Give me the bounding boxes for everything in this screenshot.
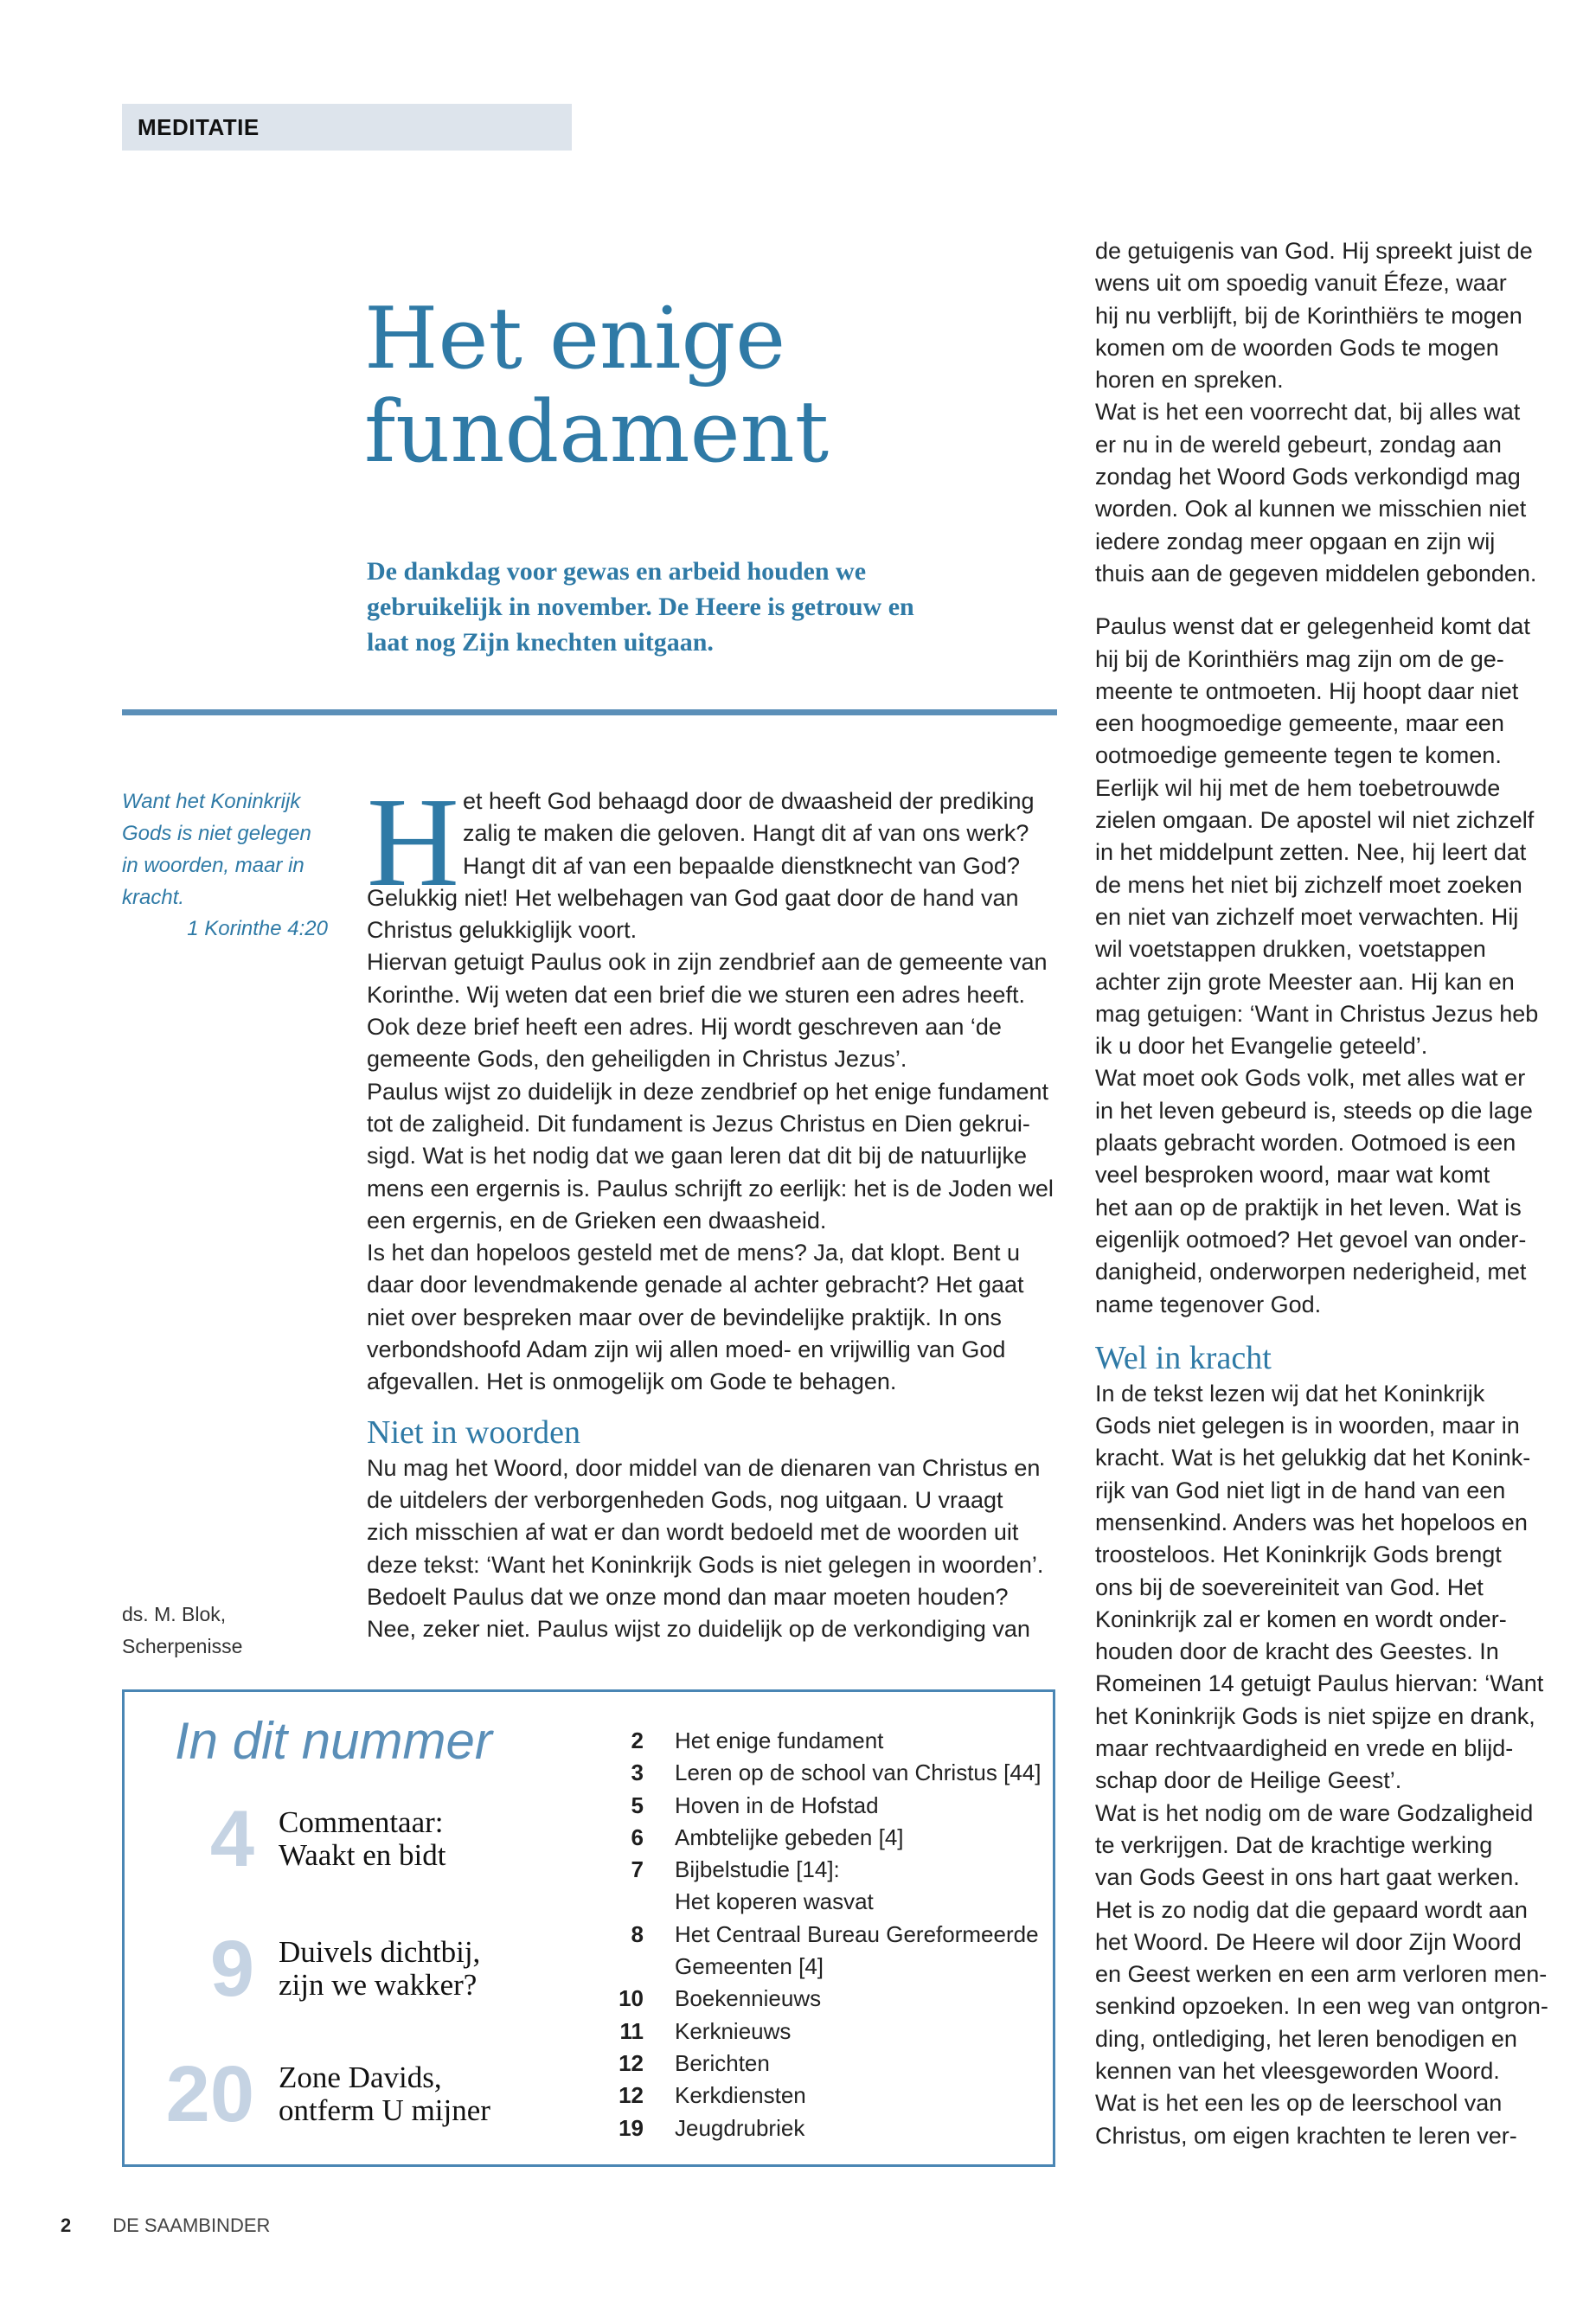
body-line: Wat is het een les op de leerschool van bbox=[1095, 2090, 1503, 2117]
featured-item[interactable] bbox=[142, 1796, 446, 1882]
body-line: sigd. Wat is het nodig dat we gaan leren dat dit bij de natuurlijke bbox=[367, 1143, 1027, 1170]
body-line: zielen omgaan. De apostel wil niet zichzelf bbox=[1095, 807, 1535, 834]
body-line: Ook deze brief heeft een adres. Hij wordt geschreven aan ‘de bbox=[367, 1014, 1002, 1041]
body-line: de uitdelers der verborgenheden Gods, nog uitgaan. U vraagt bbox=[367, 1486, 1003, 1513]
body-line: ons bij de soevereiniteit van God. Het bbox=[1095, 1574, 1484, 1600]
toc-item[interactable] bbox=[583, 2080, 1050, 2112]
body-line: deze tekst: ‘Want het Koninkrijk Gods is niet gelegen in woorden’. bbox=[367, 1551, 1044, 1578]
featured-title bbox=[279, 1936, 480, 2002]
body-line: kracht. Wat is het gelukkig dat het Konink- bbox=[1095, 1445, 1531, 1471]
body-line: mens een ergernis is. Paulus schrijft zo eerlijk: het is de Joden wel bbox=[367, 1175, 1054, 1202]
body-line: Christus gelukkiglijk voort. bbox=[367, 917, 638, 944]
body-line: komen om de woorden Gods te mogen bbox=[1095, 334, 1499, 361]
toc-item[interactable] bbox=[583, 1854, 1050, 1886]
body-line: horen en spreken. bbox=[1095, 367, 1284, 394]
body-line: Christus, om eigen krachten te leren ver- bbox=[1095, 2122, 1517, 2149]
body-line: het aan op de praktijk in het leven. Wat is bbox=[1095, 1194, 1522, 1221]
sidebar-quote bbox=[122, 785, 330, 913]
section-tag bbox=[122, 104, 572, 151]
body-line: wil voetstappen drukken, voetstappen bbox=[1095, 936, 1486, 963]
featured-title bbox=[279, 1806, 446, 1872]
body-line: er nu in de wereld gebeurt, zondag aan bbox=[1095, 431, 1502, 458]
body-line: troosteloos. Het Koninkrijk Gods brengt bbox=[1095, 1541, 1502, 1568]
featured-page-number: 20 bbox=[165, 2050, 254, 2138]
author-location: Scherpenisse bbox=[122, 1635, 243, 1657]
body-line: Wat moet ook Gods volk, met alles wat er bbox=[1095, 1065, 1526, 1092]
body-line: Het is zo nodig dat die gepaard wordt aan bbox=[1095, 1896, 1528, 1923]
toc-item-title: Ambtelijke gebeden [4] bbox=[675, 1823, 904, 1850]
body-line: meente te ontmoeten. Hij hoopt daar niet bbox=[1095, 677, 1519, 704]
body-line: Wat is het nodig om de ware Godzaligheid bbox=[1095, 1799, 1534, 1826]
body-line: de mens het niet bij zichzelf moet zoeken bbox=[1095, 871, 1522, 898]
body-line: Hiervan getuigt Paulus ook in zijn zendbrief aan de gemeente van bbox=[367, 949, 1048, 976]
body-line: en Geest werken en een arm verloren men- bbox=[1095, 1961, 1548, 1988]
quote-line: kracht. bbox=[122, 886, 185, 909]
body-line: ding, ontlediging, het leren benodigen en bbox=[1095, 2025, 1517, 2052]
body-line: te verkrijgen. Dat de krachtige werking bbox=[1095, 1831, 1493, 1858]
intro-line: De dankdag voor gewas en arbeid houden we bbox=[367, 557, 867, 586]
body-line: wens uit om spoedig vanuit Éfeze, waar bbox=[1095, 270, 1507, 297]
body-line: het Koninkrijk Gods is niet spijze en drank, bbox=[1095, 1702, 1535, 1729]
featured-title bbox=[279, 2061, 490, 2127]
title-line: Het enige bbox=[364, 290, 786, 388]
body-line: Korinthe. Wij weten dat een brief die we sturen een adres heeft. bbox=[367, 981, 1025, 1008]
body-line: afgevallen. Het is onmogelijk om Gode te behagen. bbox=[367, 1368, 897, 1395]
body-line: zondag het Woord Gods verkondigd mag bbox=[1095, 464, 1521, 490]
toc-item[interactable] bbox=[583, 1725, 1050, 1757]
body-line: verbondshoofd Adam zijn wij allen moed- en vrijwillig van God bbox=[367, 1336, 1006, 1363]
featured-title-line: Zone Davids, bbox=[279, 2061, 442, 2094]
article-intro bbox=[367, 554, 1050, 660]
body-line: Wat is het een voorrecht dat, bij alles wat bbox=[1095, 399, 1521, 426]
title-line: fundament bbox=[364, 383, 830, 482]
page-footer bbox=[61, 2214, 270, 2237]
toc-page-number bbox=[583, 1886, 675, 1918]
toc-page-number: 19 bbox=[619, 2114, 644, 2141]
body-line: Hangt dit af van een bepaalde dienstknecht van God? bbox=[463, 852, 1020, 879]
body-line: gemeente Gods, den geheiligden in Christus Jezus’. bbox=[367, 1046, 907, 1073]
body-line: iedere zondag meer opgaan en zijn wij bbox=[1095, 528, 1496, 554]
toc-page-number: 12 bbox=[619, 2049, 644, 2076]
body-line: achter zijn grote Meester aan. Hij kan en bbox=[1095, 968, 1515, 995]
body-line: een ergernis, en de Grieken een dwaasheid. bbox=[367, 1207, 827, 1234]
author-name: ds. M. Blok, bbox=[122, 1603, 227, 1625]
toc-item-title: Het enige fundament bbox=[675, 1727, 884, 1753]
body-line: veel besproken woord, maar wat komt bbox=[1095, 1162, 1490, 1189]
toc-title: In dit nummer bbox=[175, 1712, 492, 1770]
toc-list bbox=[583, 1725, 1050, 2144]
featured-title-line: Waakt en bidt bbox=[279, 1838, 446, 1872]
table-of-contents bbox=[122, 1689, 1055, 2167]
featured-item[interactable] bbox=[142, 2051, 490, 2138]
toc-item-title: Bijbelstudie [14]: bbox=[675, 1856, 840, 1883]
body-line: In de tekst lezen wij dat het Koninkrijk bbox=[1095, 1380, 1485, 1407]
article-title bbox=[364, 290, 901, 482]
body-line: danigheid, onderworpen nederigheid, met bbox=[1095, 1259, 1527, 1285]
quote-reference: 1 Korinthe 4:20 bbox=[187, 917, 328, 940]
toc-item[interactable] bbox=[583, 1919, 1050, 1951]
body-line: een hoogmoedige gemeente, maar een bbox=[1095, 710, 1504, 737]
body-line: Nee, zeker niet. Paulus wijst zo duidelijk op de verkondiging van bbox=[367, 1616, 1030, 1643]
featured-title-line: Commentaar: bbox=[279, 1805, 444, 1839]
featured-title-line: ontferm U mijner bbox=[279, 2093, 490, 2127]
quote-line: Gods is niet gelegen bbox=[122, 822, 311, 845]
toc-item[interactable] bbox=[583, 1983, 1050, 2015]
body-line: Nu mag het Woord, door middel van de dienaren van Christus en bbox=[367, 1454, 1041, 1481]
body-line: ootmoedige gemeente tegen te komen. bbox=[1095, 742, 1502, 769]
intro-line: laat nog Zijn knechten uitgaan. bbox=[367, 628, 714, 657]
toc-item-title: Leren op de school van Christus [44] bbox=[675, 1759, 1042, 1786]
toc-item-continued[interactable] bbox=[583, 1886, 1050, 1918]
body-line: zalig te maken die geloven. Hangt dit af van ons werk? bbox=[463, 820, 1029, 847]
divider-rule bbox=[122, 709, 1057, 715]
body-line: van Gods Geest in ons hart gaat werken. bbox=[1095, 1864, 1520, 1891]
body-line: Romeinen 14 getuigt Paulus hiervan: ‘Want bbox=[1095, 1670, 1544, 1697]
featured-page-number: 4 bbox=[209, 1795, 254, 1883]
body-line: worden. Ook al kunnen we misschien niet bbox=[1095, 496, 1527, 522]
toc-page-number: 7 bbox=[631, 1856, 644, 1883]
featured-title-line: zijn we wakker? bbox=[279, 1968, 478, 2002]
body-line: ik u door het Evangelie geteeld’. bbox=[1095, 1033, 1428, 1060]
toc-item-title: Kerkdiensten bbox=[675, 2082, 806, 2109]
toc-item[interactable] bbox=[583, 2016, 1050, 2048]
body-line: schap door de Heilige Geest’. bbox=[1095, 1767, 1402, 1794]
body-line: rijk van God niet ligt in de hand van een bbox=[1095, 1477, 1506, 1503]
body-line: plaats gebracht worden. Ootmoed is een bbox=[1095, 1130, 1516, 1157]
toc-item-title: Boekennieuws bbox=[675, 1985, 822, 2012]
body-line: maar rechtvaardigheid en vrede en blijd- bbox=[1095, 1735, 1514, 1762]
toc-item-title: Berichten bbox=[675, 2049, 770, 2076]
body-line: houden door de kracht des Geestes. In bbox=[1095, 1638, 1499, 1665]
toc-item-title: Hoven in de Hofstad bbox=[675, 1791, 879, 1818]
toc-page-number: 6 bbox=[631, 1823, 644, 1850]
body-line: hij nu verblijft, bij de Korinthiërs te mogen bbox=[1095, 302, 1522, 329]
toc-page-number: 8 bbox=[631, 1920, 644, 1947]
body-line: Koninkrijk zal er komen en wordt onder- bbox=[1095, 1606, 1507, 1632]
author-byline bbox=[122, 1599, 242, 1663]
body-line: hij bij de Korinthiërs mag zijn om de ge- bbox=[1095, 645, 1504, 672]
section-tag-label: MEDITATIE bbox=[138, 114, 260, 140]
subheading: Niet in woorden bbox=[367, 1413, 580, 1451]
toc-item[interactable] bbox=[583, 1790, 1050, 1822]
toc-page-number: 12 bbox=[619, 2082, 644, 2109]
toc-item[interactable] bbox=[583, 2048, 1050, 2080]
toc-page-number: 11 bbox=[619, 2017, 644, 2044]
body-line: senkind opzoeken. In een weg van ontgron- bbox=[1095, 1993, 1548, 2020]
body-line: eigenlijk ootmoed? Het gevoel van onder- bbox=[1095, 1226, 1527, 1253]
body-line: Paulus wijst zo duidelijk in deze zendbrief op het enige fundament bbox=[367, 1078, 1048, 1105]
toc-item-title: Gemeenten [4] bbox=[675, 1953, 824, 1980]
body-line: mag getuigen: ‘Want in Christus Jezus heb bbox=[1095, 1000, 1539, 1027]
body-line: name tegenover God. bbox=[1095, 1291, 1322, 1317]
page-number: 2 bbox=[61, 2214, 72, 2236]
drop-cap: H bbox=[367, 772, 459, 913]
body-line: in het middelpunt zetten. Nee, hij leert dat bbox=[1095, 839, 1527, 866]
body-line: et heeft God behaagd door de dwaasheid der prediking bbox=[463, 788, 1035, 814]
magazine-name: DE SAAMBINDER bbox=[112, 2214, 271, 2236]
body-line: Gelukkig niet! Het welbehagen van God gaat door de hand van bbox=[367, 884, 1019, 911]
featured-page-number: 9 bbox=[209, 1925, 254, 2013]
toc-page-number: 3 bbox=[631, 1759, 644, 1786]
body-line: kennen van het vleesgeworden Woord. bbox=[1095, 2058, 1500, 2085]
body-line: daar door levendmakende genade al achter gebracht? Het gaat bbox=[367, 1272, 1024, 1298]
toc-item-title: Het koperen wasvat bbox=[675, 1888, 874, 1915]
toc-page-number: 5 bbox=[631, 1791, 644, 1818]
toc-item-title: Kerknieuws bbox=[675, 2017, 792, 2044]
body-line: niet over bespreken maar over de bevindelijke praktijk. In ons bbox=[367, 1304, 1002, 1330]
body-line: Bedoelt Paulus dat we onze mond dan maar moeten houden? bbox=[367, 1583, 1009, 1610]
toc-item-title: Het Centraal Bureau Gereformeerde bbox=[675, 1920, 1039, 1947]
toc-page-number: 2 bbox=[631, 1727, 644, 1753]
body-line: in het leven gebeurd is, steeds op die lage bbox=[1095, 1097, 1533, 1124]
body-line: Gods niet gelegen is in woorden, maar in bbox=[1095, 1413, 1520, 1439]
featured-item[interactable] bbox=[142, 1926, 480, 2012]
toc-item[interactable] bbox=[583, 2112, 1050, 2144]
body-line: Eerlijk wil hij met de hem toebetrouwde bbox=[1095, 774, 1501, 801]
right-column bbox=[1095, 235, 1562, 2152]
featured-title-line: Duivels dichtbij, bbox=[279, 1935, 481, 1969]
toc-page-number: 10 bbox=[619, 1985, 644, 2012]
body-line: en niet van zichzelf moet verwachten. Hij bbox=[1095, 903, 1519, 930]
subheading: Wel in kracht bbox=[1095, 1339, 1272, 1376]
toc-item[interactable] bbox=[583, 1757, 1050, 1789]
body-line: tot de zaligheid. Dit fundament is Jezus Christus en Dien gekrui- bbox=[367, 1110, 1030, 1137]
quote-line: Want het Koninkrijk bbox=[122, 790, 301, 813]
toc-item[interactable] bbox=[583, 1822, 1050, 1854]
quote-line: in woorden, maar in bbox=[122, 854, 304, 877]
toc-item-title: Jeugdrubriek bbox=[675, 2114, 805, 2141]
middle-column bbox=[367, 785, 1059, 1645]
intro-line: gebruikelijk in november. De Heere is getrouw en bbox=[367, 593, 914, 621]
toc-page-number bbox=[583, 1951, 675, 1983]
body-line: zich misschien af wat er dan wordt bedoeld met de woorden uit bbox=[367, 1519, 1019, 1546]
toc-item-continued[interactable] bbox=[583, 1951, 1050, 1983]
body-line: mensenkind. Anders was het hopeloos en bbox=[1095, 1509, 1528, 1535]
body-line: Paulus wenst dat er gelegenheid komt dat bbox=[1095, 613, 1530, 640]
body-line: thuis aan de gegeven middelen gebonden. bbox=[1095, 560, 1537, 586]
body-line: het Woord. De Heere wil door Zijn Woord bbox=[1095, 1928, 1522, 1955]
body-line: Is het dan hopeloos gesteld met de mens? Ja, dat klopt. Bent u bbox=[367, 1240, 1020, 1266]
body-line: de getuigenis van God. Hij spreekt juist de bbox=[1095, 238, 1533, 264]
